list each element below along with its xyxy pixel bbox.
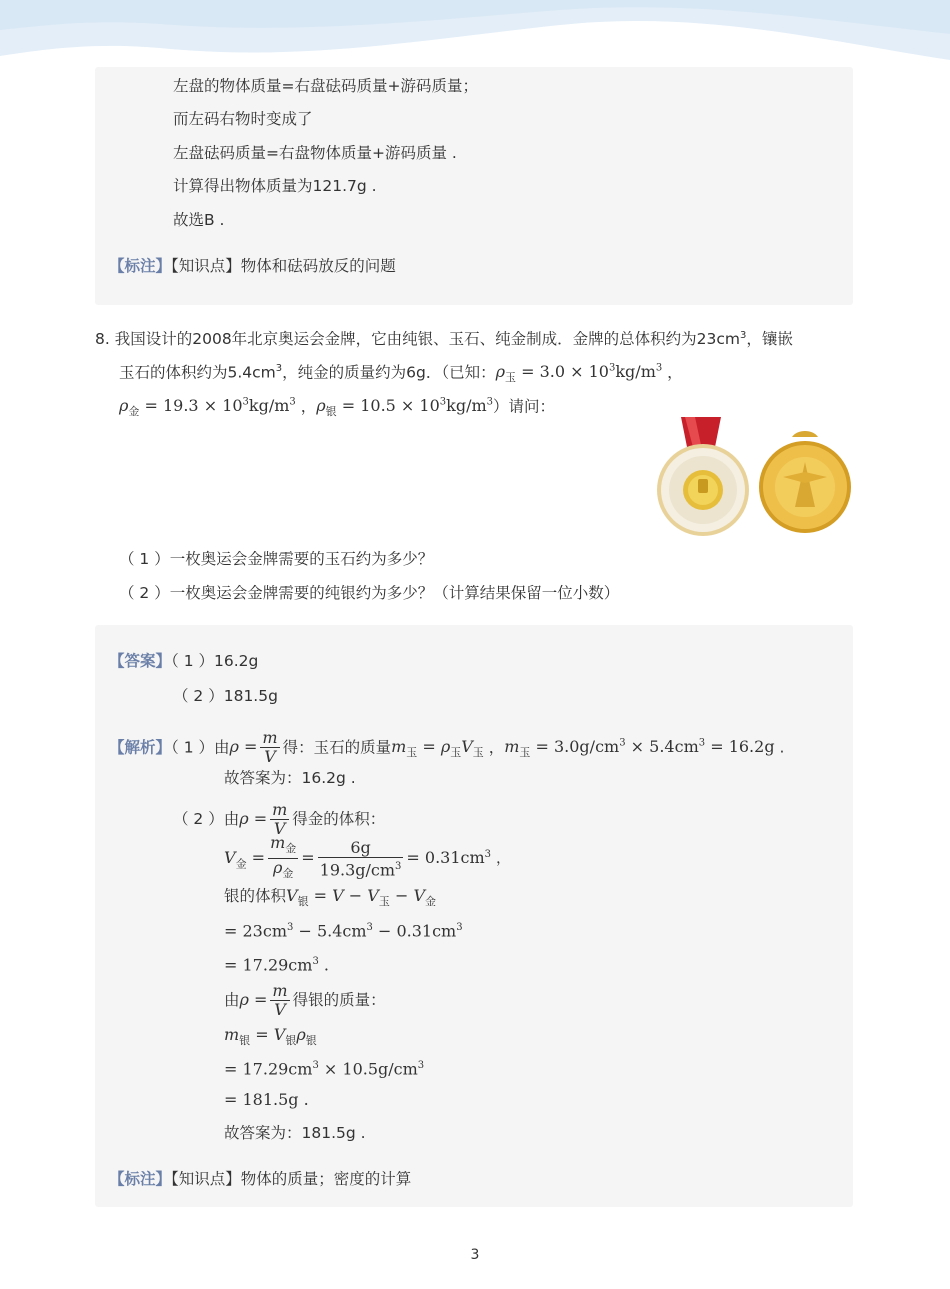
- answer-line-1: 【答案】（ 1 ）16.2g: [109, 652, 259, 670]
- solution-box-q8: [95, 625, 853, 1207]
- conclusion-1: 故答案为：16.2g .: [224, 769, 356, 787]
- silver-volume-equation: 银的体积$V_银 = V - V_玉 - V_金$: [224, 886, 436, 909]
- note-tag: 【标注】: [109, 1170, 172, 1188]
- silver-mass-intro: 由ρ = $\frac{m}{V}$ 得银的质量：: [224, 981, 386, 1019]
- solution-step: 左盘砝码质量=右盘物体质量+游码质量 .: [173, 144, 457, 162]
- solution-step: 而左码右物时变成了: [173, 110, 313, 128]
- analysis-part-1: 【解析】（ 1 ）由ρ = $\frac{m}{V}$ 得：玉石的质量$m_玉 = \rho_玉V_玉$ ，$m_玉 = 3.0g/cm^3 \times 5.4cm^3 = 16.2g$ .: [109, 728, 785, 767]
- sub-question-2: （ 2 ）一枚奥运会金牌需要的纯银约为多少？（计算结果保留一位小数）: [119, 584, 620, 602]
- knowledge-point: 【知识点】物体和砝码放反的问题: [171, 257, 396, 275]
- gold-volume-equation: $V_金$ = $\frac{m_金}{\rho_金}$ = $\frac{6g}{19.3g/cm^3}$ = $0.31cm^3$ ，: [224, 833, 511, 881]
- knowledge-note: [109, 1168, 411, 1190]
- answer-tag: 【答案】: [109, 652, 172, 670]
- knowledge-note: [109, 255, 396, 277]
- conclusion-2: 故答案为：181.5g .: [224, 1124, 366, 1142]
- knowledge-point: 【知识点】物体的质量；密度的计算: [171, 1170, 412, 1188]
- question-number: 8.: [95, 330, 110, 349]
- silver-volume-calc: = $23cm^3 - 5.4cm^3 - 0.31cm^3$: [224, 921, 463, 941]
- silver-mass-equation: $m_银 = V_银\rho_银$: [224, 1025, 317, 1048]
- analysis-tag: 【解析】: [109, 738, 172, 757]
- olympic-medals-image: [655, 417, 855, 542]
- question-8-line-3: $\rho_金 = 19.3 \times 10^3kg/m^3$ ，$\rho_银 = 10.5 \times 10^3kg/m^3$）请问：: [119, 396, 556, 419]
- silver-volume-result: = $17.29cm^3$ .: [224, 955, 329, 975]
- note-tag: 【标注】: [109, 257, 172, 275]
- question-8-line-1: 8. 我国设计的2008年北京奥运会金牌，它由纯银、玉石、纯金制成．金牌的总体积约为$23cm^3$，镶嵌: [95, 330, 793, 349]
- silver-mass-calc: = $17.29cm^3 \times 10.5g/cm^3$: [224, 1059, 425, 1079]
- solution-step: 计算得出物体质量为121.7g .: [173, 177, 377, 195]
- answer-line-2: （ 2 ）181.5g: [173, 687, 278, 705]
- solution-step: 左盘的物体质量=右盘砝码质量+游码质量；: [173, 77, 478, 95]
- header-wave-decoration: [0, 0, 950, 70]
- question-8-line-2: 玉石的体积约为$5.4cm^3$，纯金的质量约为6g．（已知：$\rho_玉 = 3.0 \times 10^3kg/m^3$ ，: [119, 362, 683, 385]
- analysis-part-2: （ 2 ）由ρ = $\frac{m}{V}$ 得金的体积：: [173, 800, 386, 838]
- silver-mass-result: = 181.5g .: [224, 1090, 309, 1109]
- page-number: 3: [470, 1247, 480, 1263]
- sub-question-1: （ 1 ）一枚奥运会金牌需要的玉石约为多少？: [119, 550, 434, 568]
- solution-box-q7: [95, 67, 853, 305]
- solution-step: 故选B .: [173, 211, 225, 229]
